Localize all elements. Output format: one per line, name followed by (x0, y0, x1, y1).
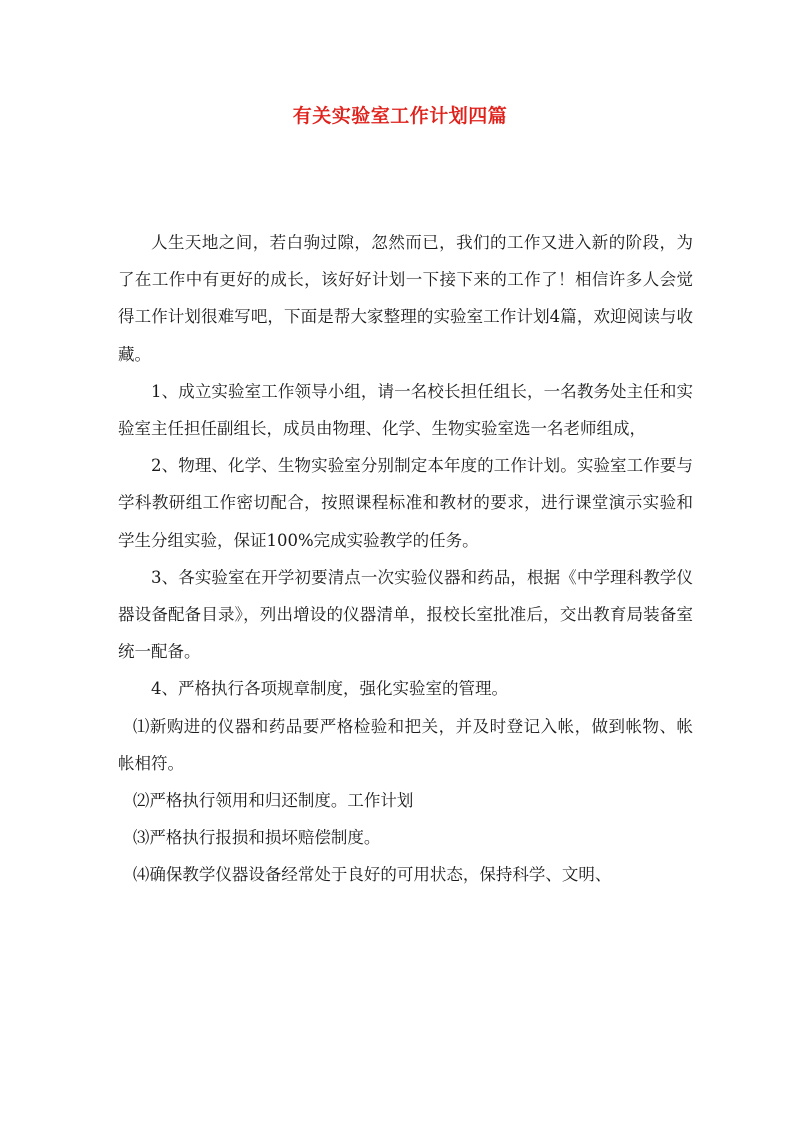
document-title: 有关实验室工作计划四篇 (292, 105, 508, 127)
subitem-2-paragraph: ⑵严格执行领用和归还制度。工作计划 (132, 791, 414, 811)
item-4-paragraph: 4、严格执行各项规章制度，强化实验室的管理。 (151, 679, 508, 699)
item-3-paragraph: 3、各实验室在开学初要清点一次实验仪器和药品，根据《中学理科教学仪器设备配备目录》，列出增设的仪器清单，报校长室批准后，交出教育局装备室统一配备。 (118, 567, 693, 662)
document-body (118, 224, 693, 894)
subitem-1-paragraph: ⑴新购进的仪器和药品要严格检验和把关，并及时登记入帐，做到帐物、帐帐相符。 (118, 716, 693, 773)
subitem-3-paragraph: ⑶严格执行报损和损坏赔偿制度。 (132, 828, 381, 848)
item-2-paragraph: 2、物理、化学、生物实验室分别制定本年度的工作计划。实验室工作要与学科教研组工作密切配合，按照课程标准和教材的要求，进行课堂演示实验和学生分组实验，保证100%完成实验教学的任务。 (118, 456, 693, 550)
intro-paragraph: 人生天地之间，若白驹过隙，忽然而已，我们的工作又进入新的阶段，为了在工作中有更好的成长，该好好计划一下接下来的工作了！相信许多人会觉得工作计划很难写吧，下面是帮大家整理的实验室工作计划4篇，欢迎阅读与收藏。 (118, 233, 693, 364)
subitem-4-paragraph: ⑷确保教学仪器设备经常处于良好的可用状态，保持科学、文明、 (132, 865, 612, 885)
item-1-paragraph: 1、成立实验室工作领导小组，请一名校长担任组长，一名教务处主任和实验室主任担任副组长，成员由物理、化学、生物实验室选一名老师组成， (118, 381, 693, 439)
